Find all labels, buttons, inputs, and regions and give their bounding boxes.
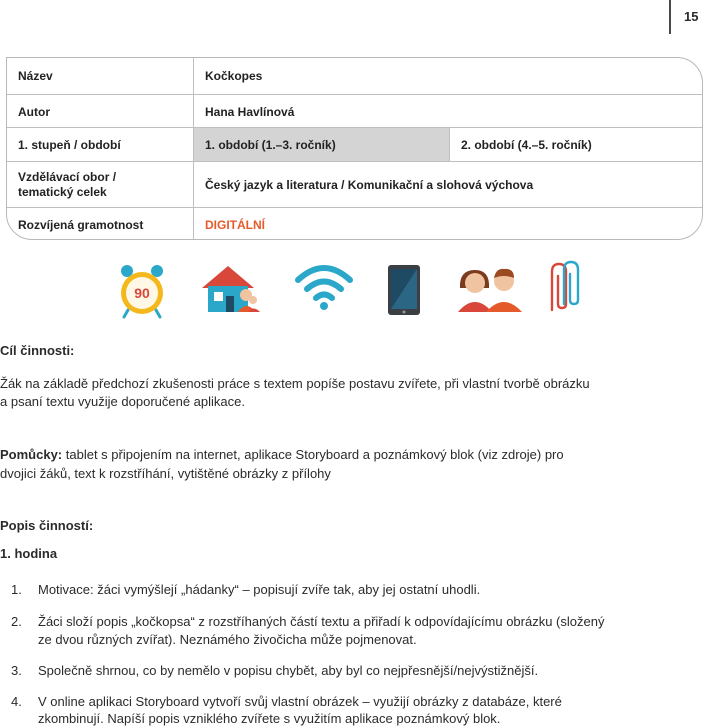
goal-heading: Cíl činnosti: <box>0 343 75 358</box>
literacy-label: Rozvíjená gramotnost <box>7 208 194 240</box>
aids-line-2: dvojici žáků, text k rozstříhání, vytištěné obrázky z přílohy <box>0 466 331 481</box>
name-value: Kočkopes <box>205 69 263 83</box>
activities-heading: Popis činností: <box>0 518 94 533</box>
step-text-cont: zkombinují. Napíší popis vzniklého zvířete s využitím aplikace poznámkový blok. <box>38 711 501 726</box>
activity-icons <box>0 258 710 320</box>
goal-line-1: Žák na základě předchozí zkušenosti práce s textem popíše postavu zvířete, při vlastní tvorbě obrázku <box>0 376 590 391</box>
row-author <box>7 94 702 128</box>
home-family-icon <box>200 264 262 314</box>
lesson-heading: 1. hodina <box>0 546 58 561</box>
step-number: 3. <box>11 663 22 678</box>
alarm-clock-icon <box>118 262 166 320</box>
name-label: Název <box>7 58 194 94</box>
field-label-line2: tematický celek <box>18 185 107 199</box>
page-number: 15 <box>684 9 699 24</box>
row-name <box>7 58 702 94</box>
field-value: Český jazyk a literatura / Komunikační a slohová výchova <box>205 178 534 192</box>
author-value: Hana Havlínová <box>205 104 295 119</box>
literacy-value: DIGITÁLNÍ <box>205 218 265 232</box>
row-literacy <box>7 207 702 240</box>
pair-students-icon <box>456 266 524 312</box>
row-stage <box>7 127 702 162</box>
stage-period-1: 1. období (1.–3. ročník) <box>194 128 449 162</box>
clock-minutes: 90 <box>134 285 150 301</box>
step-text-cont: ze dvou různých zvířat). Neznámého živočicha může pojmenovat. <box>38 632 417 647</box>
tablet-icon <box>387 264 421 316</box>
step-number: 1. <box>11 582 22 597</box>
step-text: Motivace: žáci vymýšlejí „hádanky“ – popisují zvíře tak, aby jej ostatní uhodli. <box>38 582 481 597</box>
field-label-line1: Vzdělávací obor / <box>18 170 117 184</box>
stage-label: 1. stupeň / období <box>7 128 194 162</box>
aids-label: Pomůcky: <box>0 447 63 462</box>
aids-line-1-text: tablet s připojením na internet, aplikace Storyboard a poznámkový blok (viz zdroje) pro <box>62 447 564 462</box>
goal-line-2: a psaní textu využije doporučené aplikace. <box>0 394 245 409</box>
row-field <box>7 161 702 208</box>
stage-period-2: 2. období (4.–5. ročník) <box>449 128 702 162</box>
step-number: 4. <box>11 694 22 709</box>
author-label: Autor <box>7 95 194 128</box>
step-text: Žáci složí popis „kočkopsa“ z rozstříhaných částí textu a přiřadí k odpovídajícímu obrázku (složený <box>38 614 605 629</box>
step-text: V online aplikaci Storyboard vytvoří svůj vlastní obrázek – využijí obrázky z databáze, které <box>38 694 562 709</box>
aids-line-1 <box>0 446 705 463</box>
step-text: Společně shrnou, co by nemělo v popisu chybět, aby byl co nejpřesnější/nejvýstižnější. <box>38 663 539 678</box>
field-label <box>7 162 194 208</box>
page-number-divider <box>669 0 671 34</box>
activity-info-table <box>6 57 703 240</box>
paperclip-icon <box>544 260 584 316</box>
wifi-icon <box>294 262 354 312</box>
step-number: 2. <box>11 614 22 629</box>
